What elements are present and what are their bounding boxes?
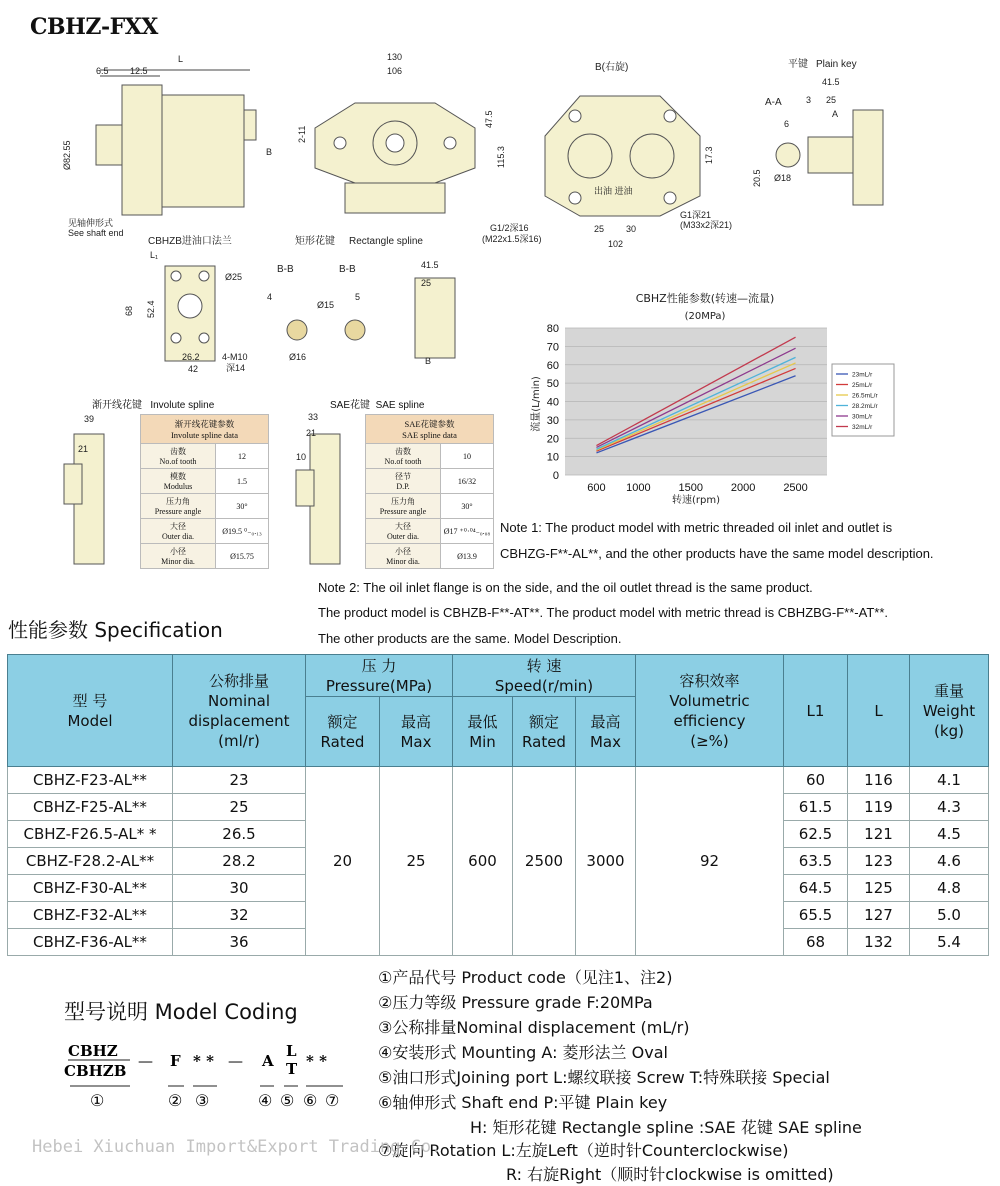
dim-33: 33 — [308, 412, 319, 422]
x-tick-label: 2000 — [730, 482, 756, 494]
thread-g2m: (M33x2深21) — [680, 220, 733, 230]
dim-106: 106 — [387, 66, 403, 76]
code-cbhzb: CBHZB — [64, 1062, 127, 1080]
legend-entry: 32mL/r — [852, 424, 873, 431]
rotation-title: B(右旋) — [595, 62, 629, 73]
dim-41-5: 41.5 — [822, 77, 840, 87]
y-axis-label: 流量(L/min) — [531, 376, 542, 432]
model-code-diagram — [60, 1040, 360, 1119]
coding-legend-6: ⑥轴伸形式 Shaft end P:平键 Plain key — [378, 1093, 668, 1112]
coding-legend-3: ③公称排量Nominal displacement (mL/r) — [378, 1018, 690, 1037]
caption-cn: 矩形花键 — [295, 236, 335, 247]
dim-102: 102 — [608, 239, 624, 249]
table-row: CBHZ-F36-AL** 36 68 132 5.4 — [8, 929, 989, 956]
header-pressure-rated: 额定 Rated — [306, 697, 380, 767]
header-weight: 重量 Weight (kg) — [910, 655, 989, 767]
code-dash-2: — — [228, 1052, 243, 1070]
table-row: CBHZ-F32-AL** 32 65.5 127 5.0 — [8, 902, 989, 929]
code-num-7: ⑦ — [325, 1091, 340, 1110]
dim-4: 4 — [267, 292, 273, 302]
code-num-2: ② — [168, 1091, 183, 1110]
header-speed-max: 最高 Max — [576, 697, 636, 767]
note-2a: Note 2: The oil inlet flange is on the side, and the oil outlet thread is the same product. — [318, 580, 813, 595]
table-row: 大径 Outer dia. Ø19.5 ⁰₋₀.₁₃ — [141, 519, 269, 544]
label-B: B — [266, 147, 273, 157]
chart-subtitle: (20MPa) — [684, 311, 726, 322]
dim-47-5: 47.5 — [484, 110, 494, 128]
code-num-3: ③ — [195, 1091, 210, 1110]
header-efficiency: 容积效率 Volumetric efficiency (≥%) — [636, 655, 784, 767]
dim-17-3: 17.3 — [704, 146, 714, 164]
coding-legend-6b: H: 矩形花键 Rectangle spline :SAE 花键 SAE spline — [470, 1118, 862, 1137]
performance-chart — [520, 286, 900, 508]
note-1b: CBHZG-F**-AL**, and the other products have the same model description. — [500, 546, 934, 561]
coding-legend-1: ①产品代号 Product code（见注1、注2) — [378, 968, 673, 987]
speed-min-cell: 600 — [453, 767, 513, 956]
watermark: Hebei Xiuchuan Import&Export Trading Co. — [32, 1137, 442, 1157]
chart-title: CBHZ性能参数(转速—流量) — [635, 292, 775, 305]
dim-25: 25 — [421, 278, 432, 288]
y-tick-label: 50 — [546, 378, 559, 391]
involute-drawing — [62, 394, 142, 574]
pressure-rated-cell: 20 — [306, 767, 380, 956]
bolt-depth: 深14 — [226, 363, 246, 373]
flange-drawing — [110, 234, 260, 384]
note-2c: The other products are the same. Model Description. — [318, 631, 622, 646]
table-row: 小径 Minor dia. Ø15.75 — [141, 544, 269, 569]
out-in-label: 出油 进油 — [594, 186, 633, 196]
dim-dia18: Ø18 — [774, 173, 792, 183]
x-tick-label: 1000 — [626, 482, 651, 494]
table-row: 大径 Outer dia. Ø17 ⁺⁰·⁰⁴₋₀.₀₈ — [366, 519, 494, 544]
table-row: 压力角 Pressure angle 30° — [366, 494, 494, 519]
efficiency-cell: 92 — [636, 767, 784, 956]
y-tick-label: 20 — [546, 433, 559, 446]
dim-25: 25 — [594, 224, 605, 234]
plain-key-drawing — [752, 55, 900, 215]
speed-rated-cell: 2500 — [513, 767, 576, 956]
involute-spline-table: 渐开线花键参数 Involute spline data 齿数 No.of tooth 12 模数 Modulus 1.5 压力角 Pressure angle 30° 大径 Outer dia. Ø19.5 ⁰₋₀.₁₃ 小径 Minor dia. Ø15.75 — [140, 414, 269, 569]
header-pressure: 压 力 Pressure(MPa) — [306, 655, 453, 697]
code-dash-1: — — [138, 1052, 153, 1070]
dim-20-5: 20.5 — [752, 169, 762, 187]
code-num-1: ① — [90, 1091, 105, 1110]
code-stars-2: * * — [306, 1052, 327, 1070]
dim-12-5: 12.5 — [130, 66, 148, 76]
involute-title: 渐开线花键 Involute spline — [92, 400, 215, 411]
header-model: 型 号 Model — [8, 655, 173, 767]
thread-g2: G1深21 — [680, 210, 712, 220]
coding-legend-5: ⑤油口形式Joining port L:螺纹联接 Screw T:特殊联接 Special — [378, 1068, 830, 1087]
label-A: A — [832, 109, 839, 119]
dim-dia15: Ø15 — [317, 300, 335, 310]
dim-10: 10 — [296, 452, 307, 462]
coding-legend-4: ④安装形式 Mounting A: 菱形法兰 Oval — [378, 1043, 668, 1062]
thread-g1: G1/2深16 — [490, 223, 529, 233]
key-title-cn: 平键 — [788, 59, 808, 70]
code-l: L — [286, 1042, 297, 1060]
speed-max-cell: 3000 — [576, 767, 636, 956]
dim-dia: Ø82.55 — [62, 140, 72, 170]
dim-30: 30 — [626, 224, 637, 234]
code-num-6: ⑥ — [303, 1091, 318, 1110]
code-num-4: ④ — [258, 1091, 273, 1110]
table-row: CBHZ-F25-AL** 25 61.5 119 4.3 — [8, 794, 989, 821]
note-2b: The product model is CBHZB-F**-AT**. The product model with metric thread is CBHZBG-F**-AT**. — [318, 605, 889, 620]
dim-6-5: 6.5 — [96, 66, 109, 76]
spec-heading: 性能参数 Specification — [8, 618, 223, 642]
dim-dia25: Ø25 — [225, 272, 243, 282]
code-f: F — [170, 1052, 181, 1070]
table-row: 齿数 No.of tooth 10 — [366, 444, 494, 469]
code-stars: * * — [193, 1052, 214, 1070]
y-tick-label: 80 — [546, 323, 559, 335]
bolt-label: 4-M10 — [222, 352, 248, 362]
code-a: A — [262, 1052, 274, 1070]
dim-26-2: 26.2 — [182, 352, 200, 362]
sae-drawing — [290, 410, 360, 575]
dim-5: 5 — [355, 292, 361, 302]
table-row: 压力角 Pressure angle 30° — [141, 494, 269, 519]
x-tick-label: 600 — [587, 482, 606, 494]
coding-heading: 型号说明 Model Coding — [64, 1000, 298, 1024]
code-t: T — [286, 1060, 298, 1078]
header-pressure-max: 最高 Max — [380, 697, 453, 767]
code-num-5: ⑤ — [280, 1091, 295, 1110]
x-axis-label: 转速(rpm) — [671, 495, 721, 506]
dim-6: 6 — [784, 119, 790, 129]
spec-table — [7, 654, 989, 956]
dim-39: 39 — [84, 414, 95, 424]
caption-en: Rectangle spline — [349, 236, 423, 247]
bb-title-2: B-B — [339, 264, 356, 275]
dim-3: 3 — [806, 95, 812, 105]
note-1a: Note 1: The product model with metric threaded oil inlet and outlet is — [500, 520, 893, 535]
side-view-drawing — [60, 50, 280, 240]
aa-label: A-A — [765, 97, 782, 108]
label-B2: B — [425, 356, 432, 366]
header-speed: 转 速 Speed(r/min) — [453, 655, 636, 697]
dim-130: 130 — [387, 52, 403, 62]
legend-entry: 23mL/r — [852, 371, 873, 379]
bb-title-1: B-B — [277, 264, 294, 275]
y-tick-label: 10 — [546, 451, 559, 464]
shaft-note-en: See shaft end — [68, 228, 124, 238]
coding-legend-7b: R: 右旋Right（顺时针clockwise is omitted) — [506, 1165, 834, 1184]
front-view-drawing — [295, 48, 510, 253]
table-row: 齿数 No.of tooth 12 — [141, 444, 269, 469]
pressure-max-cell: 25 — [380, 767, 453, 956]
legend-entry: 28.2mL/r — [852, 403, 878, 410]
legend-entry: 30mL/r — [852, 413, 873, 421]
y-tick-label: 30 — [546, 414, 559, 427]
dim-68: 68 — [124, 305, 134, 316]
dim-L: L — [178, 54, 184, 64]
legend-entry: 25mL/r — [852, 382, 873, 389]
coding-legend-7: ⑦旋向 Rotation L:左旋Left（逆时针Counterclockwise) — [378, 1141, 789, 1160]
code-cbhz: CBHZ — [68, 1042, 118, 1060]
dim-dia16: Ø16 — [289, 352, 307, 362]
thread-g1m: (M22x1.5深16) — [482, 234, 542, 244]
key-title-en: Plain key — [816, 59, 857, 70]
dim-41-5: 41.5 — [421, 260, 439, 270]
dim-42: 42 — [188, 364, 199, 374]
shaft-note-cn: 见轴伸形式 — [68, 218, 114, 228]
legend-entry: 26.5mL/r — [852, 392, 878, 400]
flange-title: CBHZB进油口法兰 — [148, 236, 232, 247]
y-tick-label: 40 — [546, 396, 559, 409]
coding-legend-2: ②压力等级 Pressure grade F:20MPa — [378, 993, 653, 1012]
dim-21: 21 — [78, 444, 89, 454]
dim-52-4: 52.4 — [146, 300, 156, 318]
x-tick-label: 2500 — [783, 482, 808, 494]
header-l: L — [848, 655, 910, 767]
sae-title: SAE花键 SAE spline — [330, 400, 425, 411]
sae-spline-table: SAE花键参数 SAE spline data 齿数 No.of tooth 10 径节 D.P. 16/32 压力角 Pressure angle 30° 大径 Outer dia. Ø17 ⁺⁰·⁰⁴₋₀.₀₈ 小径 Minor dia. Ø13.9 — [365, 414, 494, 569]
y-tick-label: 60 — [546, 359, 559, 372]
header-displacement: 公称排量 Nominal displacement (ml/r) — [173, 655, 306, 767]
y-tick-label: 70 — [546, 341, 559, 354]
dim-25: 25 — [826, 95, 837, 105]
header-speed-min: 最低 Min — [453, 697, 513, 767]
table-row: CBHZ-F26.5-AL* * 26.5 62.5 121 4.5 — [8, 821, 989, 848]
dim-115-3: 115.3 — [496, 146, 506, 168]
page-title: CBHZ-FXX — [30, 14, 158, 40]
dim-21: 21 — [306, 428, 317, 438]
dim-L1: L₁ — [150, 250, 159, 260]
table-row: CBHZ-F23-AL** 23 20 25 600 2500 3000 92 60 116 4.1 — [8, 767, 989, 794]
table-row: 径节 D.P. 16/32 — [366, 469, 494, 494]
header-speed-rated: 额定 Rated — [513, 697, 576, 767]
header-l1: L1 — [784, 655, 848, 767]
table-row: CBHZ-F30-AL** 30 64.5 125 4.8 — [8, 875, 989, 902]
table-row: CBHZ-F28.2-AL** 28.2 63.5 123 4.6 — [8, 848, 989, 875]
table-row: 小径 Minor dia. Ø13.9 — [366, 544, 494, 569]
y-tick-label: 0 — [552, 470, 559, 482]
dim-2-11: 2-11 — [297, 125, 307, 143]
table-row: 模数 Modulus 1.5 — [141, 469, 269, 494]
x-tick-label: 1500 — [678, 482, 704, 494]
bb-section-drawing — [265, 260, 490, 370]
